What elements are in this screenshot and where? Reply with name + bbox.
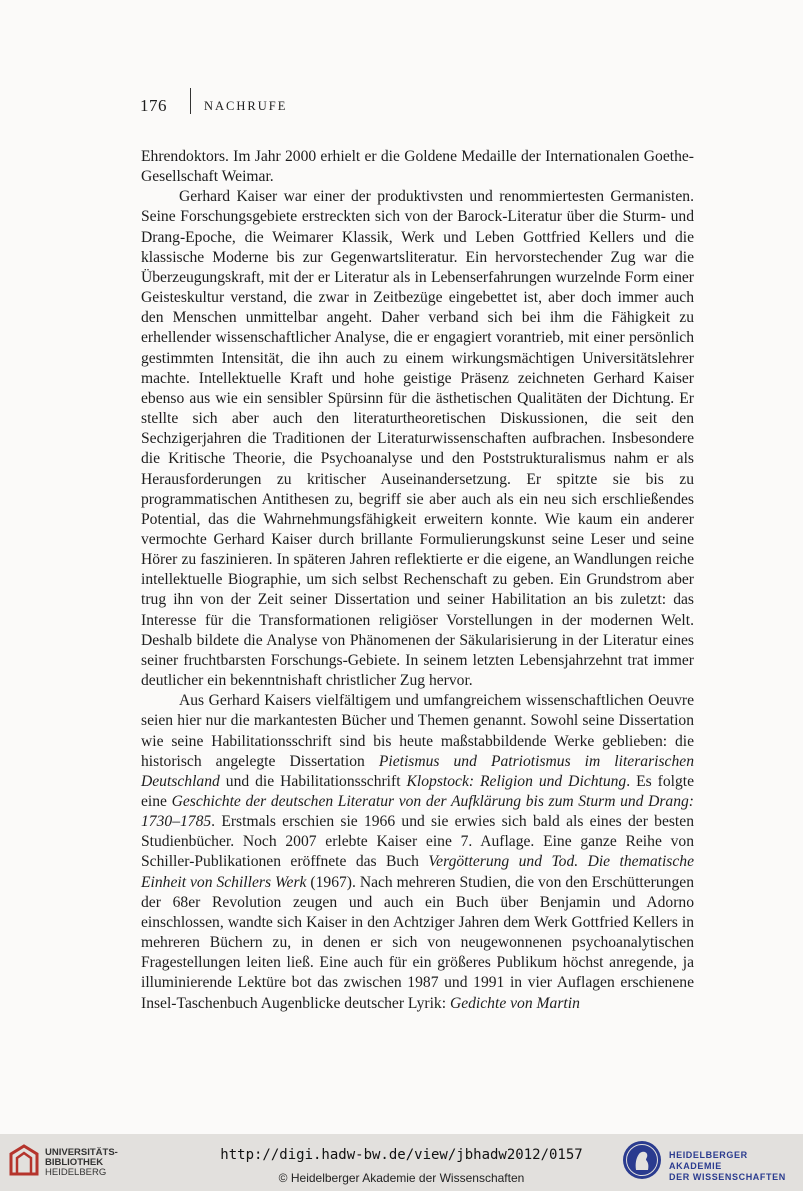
academy-line-1: HEIDELBERGER AKADEMIE — [669, 1150, 748, 1171]
academy-seal-icon — [622, 1140, 662, 1180]
text-run: Aus Gerhard Kaisers vielfältigem und umfangreichem wissenschaftlichen Oeuvre seien hier nur die markantesten Bücher und Themen genannt. Sowohl seine Dissertation wie seine Habilitationsschrift sind bis heute maßstabbildende Werke geblieben: die historisch angelegte Dissertation — [141, 692, 694, 770]
body-text — [141, 147, 694, 1014]
text-run: Gerhard Kaiser war einer der produktivsten und renommiertesten Germanisten. Seine Forschungsgebiete erstreckten sich von der Barock-Literatur über die Sturm- und Drang-Epoche, die Weimarer Klassik, Werk und Leben Gottfried Kellers und die klassische Moderne bis zur Gegenwartsliteratur. Ein hervorstechender Zug war die Überzeugungskraft, mit der er Literatur als in Lebenserfahrungen wurzelnde Form einer Geisteskultur verstand, die zwar in Zeitbezüge eingebettet ist, aber doch immer auch den Menschen unmittelbar angeht. Daher verband sich bei ihm die Fähigkeit zu erhellender wissenschaftlicher Analyse, die er engagiert vorantrieb, mit einer persönlich gestimmten Intensität, die ihn auch zu einem wirkungsmächtigen Universitätslehrer machte. Intellektuelle Kraft und hohe geistige Präsenz zeichneten Gerhard Kaiser ebenso aus wie ein sensibler Spürsinn für die ästhetischen Qualitäten der Dichtung. Er stellte sich aber auch den literaturtheoretischen Diskussionen, die seit den Sechzigerjahren die Traditionen der Literaturwissenschaften aufbrachen. Insbesondere die Kritische Theorie, die Psychoanalyse und den Poststrukturalismus nahm er als Herausforderungen zu kritischer Auseinandersetzung. Er spitzte sie bis zu programmatischen Antithesen zu, begriff sie aber auch als ein neu sich erschließendes Potential, das die Wahrnehmungsfähigkeit erweitern konnte. Wie kaum ein anderer vermochte Gerhard Kaiser durch brillante Formulierungskunst seine Leser und seine Hörer zu faszinieren. In späteren Jahren reflektierte er die eigene, an Wandlungen reiche intellektuelle Biographie, um sich selbst Rechenschaft zu geben. Ein Grundstrom aber trug ihn von der Zeit seiner Dissertation und seiner Habilitation an bis zuletzt: das Interesse für die Transformationen religiöser Vorstellungen in der modernen Welt. Deshalb bildete die Analyse von Phänomenen der Säkularisierung in der Literatur eines seiner fruchtbarsten Forschungs-Gebiete. In seinem letzten Lebensjahrzehnt trat immer deutlicher ein bekenntnishaft christlicher Zug hervor. — [141, 188, 694, 690]
footer-band — [0, 1134, 803, 1191]
italic-title: Vergötterung und Tod. Die thematische Einheit von Schillers Werk — [141, 853, 695, 891]
text-run: und die Habilitationsschrift — [219, 772, 407, 790]
paragraph-1 — [141, 147, 694, 187]
text-run: . Erstmals erschien sie 1966 und sie erwies sich bald als eines der besten Studienbücher. Noch 2007 erlebte Kaiser eine 7. Auflage. Eine ganze Reihe von Schiller-Publikationen eröffnete das Buch — [141, 813, 694, 871]
header-divider — [190, 88, 191, 114]
ub-line-2: BIBLIOTHEK — [45, 1157, 104, 1168]
italic-title: Gedichte von Martin — [449, 994, 580, 1012]
page-header — [140, 88, 700, 118]
running-head: NACHRUFE — [204, 99, 288, 113]
italic-title: Pietismus und Patriotismus im literarischen Deutschland — [141, 752, 694, 790]
text-run: . Es folgte eine — [141, 772, 695, 810]
copyright-notice: © Heidelberger Akademie der Wissenschaften — [278, 1171, 525, 1185]
academy-label — [669, 1150, 803, 1183]
text-run: (1967). Nach mehreren Studien, die von den Erschütterungen der 68er Revolution zeugen und auch ein Buch über Benjamin und Adorno einschlossen, wandte sich Kaiser in den Achtziger Jahren dem Werk Gottfried Kellers in mehreren Büchern zu, in denen er sich von neugewonnenen psychoanalytischen Fragestellungen leiten ließ. Eine auch für ein größeres Publikum höchst anregende, ja illuminierende Lektüre bot das zwischen 1987 und 1991 in vier Auflagen erschienene Insel-Taschenbuch Augenblicke deutscher Lyrik: — [141, 873, 694, 1012]
ub-line-3: HEIDELBERG — [45, 1167, 107, 1178]
italic-title: Klopstock: Religion und Dichtung — [406, 772, 627, 790]
permalink-url[interactable]: http://digi.hadw-bw.de/view/jbhadw2012/0157 — [220, 1147, 583, 1163]
academy-line-2: DER WISSENSCHAFTEN — [669, 1172, 786, 1182]
paragraph-3 — [141, 691, 694, 1014]
paragraph-2 — [141, 187, 694, 691]
ub-line-1: UNIVERSITÄTS- — [45, 1147, 118, 1158]
italic-title: Geschichte der deutschen Literatur von der Aufklärung bis zum Sturm und Drang: 1730–1785 — [141, 793, 694, 831]
page-number: 176 — [140, 96, 167, 115]
text-run: Ehrendoktors. Im Jahr 2000 erhielt er die Goldene Medaille der Internationalen Goethe-Gesellschaft Weimar. — [141, 148, 694, 186]
